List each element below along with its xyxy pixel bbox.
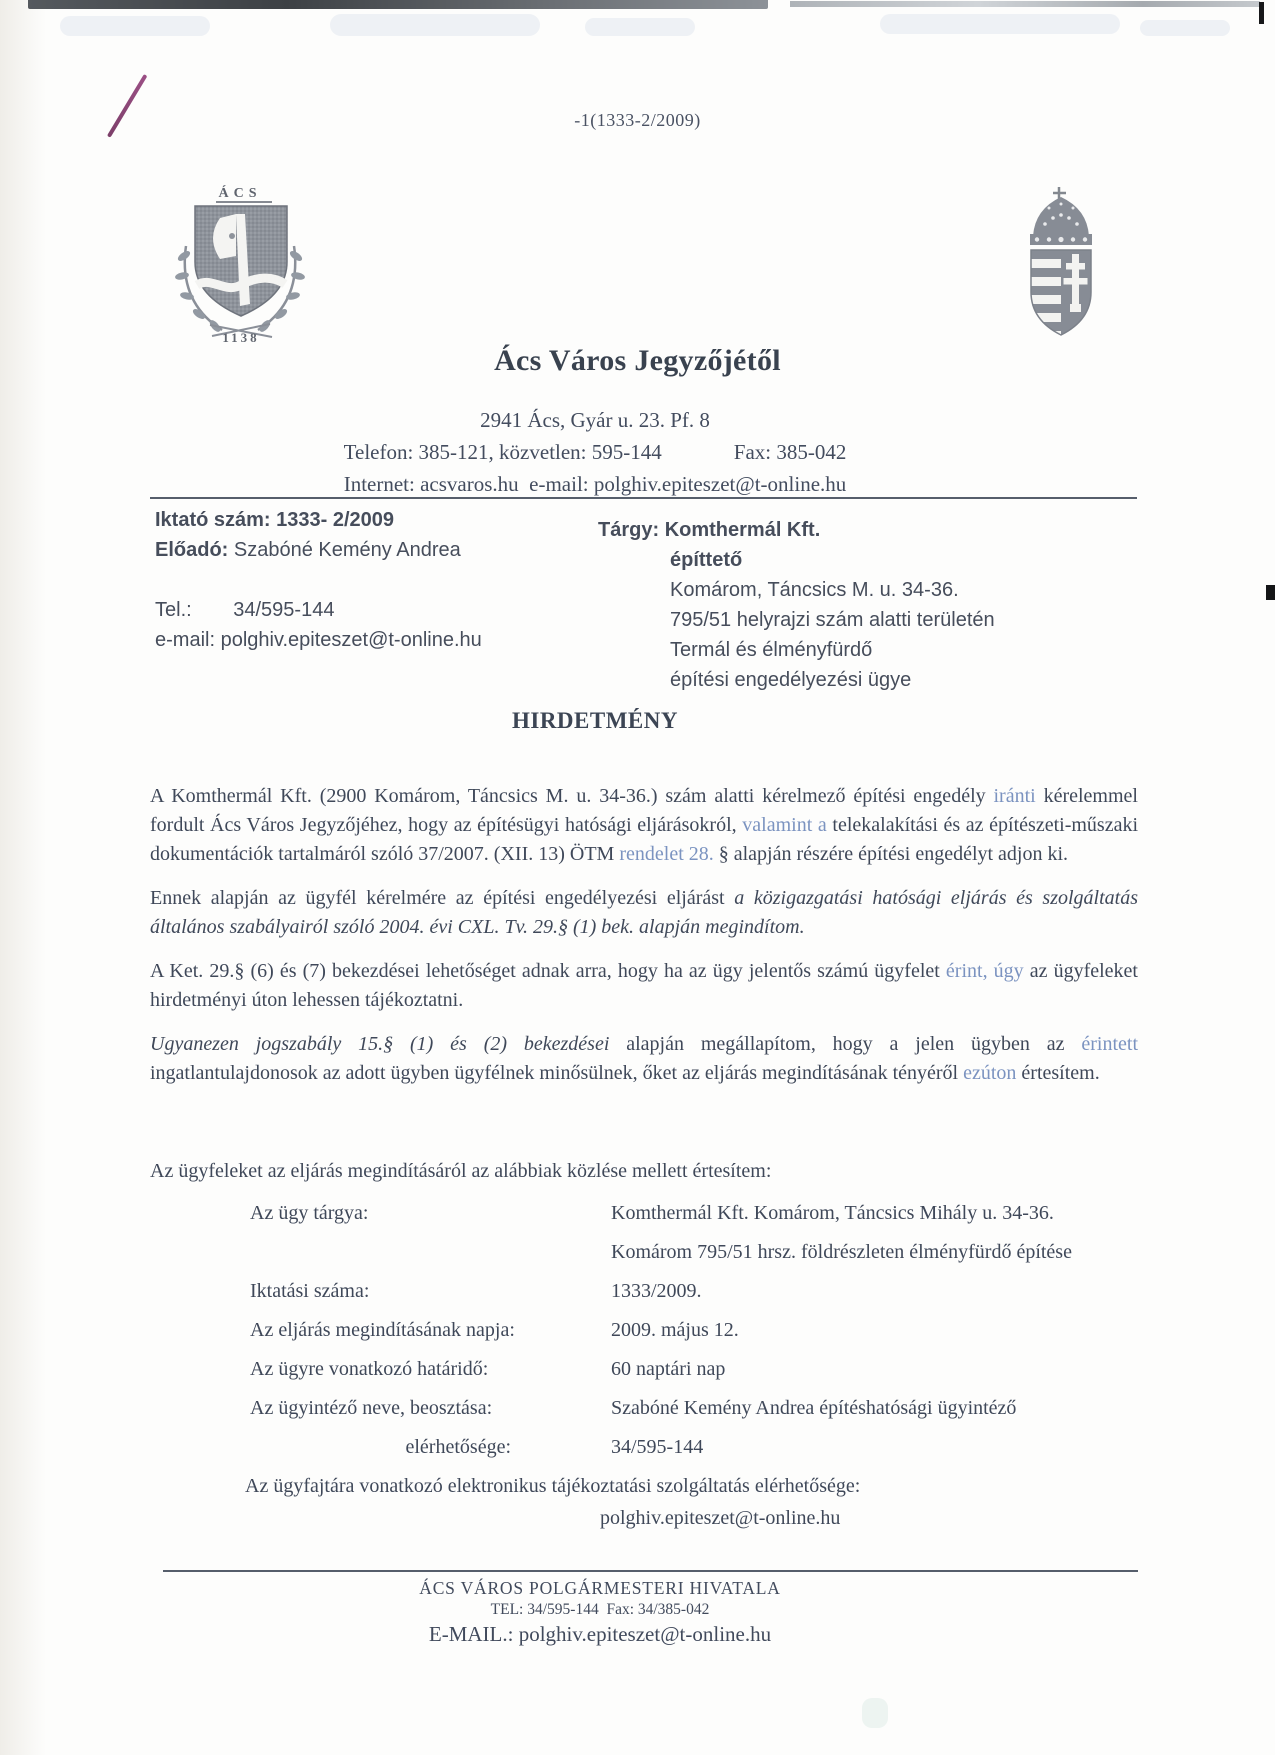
paragraph-segment: érintett (1081, 1033, 1138, 1055)
scan-right-edge-mark (1266, 585, 1275, 600)
scan-smudge (1140, 20, 1230, 36)
eservice-label: Az ügyfajtára vonatkozó elektronikus tájékoztatási szolgáltatás elérhetősége: (245, 1475, 861, 1497)
acs-town-crest (170, 184, 310, 346)
detail-value: 2009. május 12. (611, 1319, 739, 1341)
paragraph-segment: iránti (993, 785, 1036, 807)
paragraph-segment: rendelet 28. (619, 843, 714, 865)
scan-top-edge-artifact-2 (790, 1, 1260, 7)
paragraph-segment: alapján megállapítom, hogy a jelen ügyben az (609, 1033, 1082, 1055)
meta-row (155, 625, 482, 655)
meta-value: 34/595-144 (227, 599, 335, 621)
paragraph-segment: Ugyanezen jogszabály 15.§ (1) és (2) bekezdései (150, 1033, 610, 1055)
detail-value: Szabóné Kemény Andrea építéshatósági ügyintéző (611, 1397, 1017, 1419)
paragraph-segment: az ügyfeleket hirdetményi úton lehessen tájékoztatni. (150, 960, 1138, 1011)
case-subject-block (598, 515, 995, 695)
detail-label: Az ügyre vonatkozó határidő: (250, 1358, 489, 1380)
meta-row (155, 595, 482, 625)
paragraph (150, 957, 1138, 1015)
crest-axe-eye (229, 233, 235, 239)
hungarian-coat-of-arms-icon (1020, 184, 1102, 342)
case-meta-left (155, 505, 482, 655)
eservice-block (0, 1470, 1275, 1534)
detail-value: 1333/2009. (611, 1280, 702, 1302)
paragraph (150, 884, 1138, 942)
scan-top-edge-artifact (28, 0, 768, 9)
phone-fax-line (0, 436, 1190, 468)
paragraph-segment: kérelemmel fordult Ács Város Jegyzőjéhez, hogy az építésügyi hatósági eljárásokról, (150, 785, 1138, 836)
body-paragraphs (150, 782, 1138, 1103)
footer-office-name: ÁCS VÁROS POLGÁRMESTERI HIVATALA (419, 1578, 781, 1598)
paragraph-segment: A Ket. 29.§ (6) és (7) bekezdései lehetőséget adnak arra, hogy ha az ügy jelentős számú ügyfelet (150, 960, 946, 982)
meta-label: Tel.: (155, 599, 192, 621)
subject-label: Tárgy: (598, 519, 665, 541)
internet-email-line: Internet: acsvaros.hu e-mail: polghiv.epiteszet@t-online.hu (343, 472, 847, 496)
meta-value: polghiv.epiteszet@t-online.hu (215, 629, 482, 651)
phone-numbers: Telefon: 385-121, közvetlen: 595-144 (343, 440, 662, 464)
scan-smudge (330, 14, 540, 36)
meta-label: Előadó: (155, 539, 229, 561)
paragraph-segment: ingatlantulajdonosok az adott ügyben ügyfélnek minősülnek, őket az eljárás megindításának tényéről (150, 1062, 964, 1084)
document-reference-number: -1(1333-2/2009) (574, 110, 701, 130)
paragraph-segment: értesítem. (1016, 1062, 1100, 1084)
scan-smudge (862, 1698, 888, 1728)
scan-smudge (880, 14, 1120, 34)
scan-smudge (60, 16, 210, 36)
subject-value: Komthermál Kft. (664, 519, 821, 541)
paragraph-segment: valamint a (742, 814, 827, 836)
subject-line: építési engedélyezési ügye (670, 669, 912, 691)
paragraph-segment: ezúton (963, 1062, 1017, 1084)
case-details-table (250, 1200, 1150, 1460)
address-line: 2941 Ács, Gyár u. 23. Pf. 8 (480, 408, 710, 432)
paragraph-segment: érint, úgy (945, 960, 1024, 982)
footer-block (0, 1578, 1200, 1647)
detail-label: Az ügy tárgya: (250, 1202, 369, 1224)
footer-email: E-MAIL.: polghiv.epiteszet@t-online.hu (428, 1622, 772, 1646)
meta-label: e-mail: (155, 629, 216, 651)
meta-value: 1333- 2/2009 (270, 509, 395, 531)
detail-label: Az eljárás megindításának napja: (250, 1319, 515, 1341)
paragraph (150, 1030, 1138, 1088)
meta-row (155, 535, 482, 565)
fax-number: Fax: 385-042 (733, 440, 847, 464)
subject-line: Komárom, Táncsics M. u. 34-36. (670, 579, 959, 601)
meta-row (155, 505, 482, 535)
footer-divider (163, 1570, 1138, 1572)
page-title: Ács Város Jegyzőjétől (494, 344, 781, 377)
subject-line: Termál és élményfürdő (670, 639, 873, 661)
detail-value: 60 naptári nap (611, 1358, 726, 1380)
paragraph-segment: Ennek alapján az ügyfél kérelmére az építési engedélyezési eljárást (150, 887, 735, 909)
detail-label (250, 1239, 611, 1265)
letterhead-address-block (0, 404, 1190, 500)
paragraph (150, 782, 1138, 869)
detail-value: Komthermál Kft. Komárom, Táncsics Mihály u. 34-36. (611, 1202, 1054, 1224)
paragraph-segment: § alapján részére építési engedélyt adjon ki. (713, 843, 1069, 865)
scan-corner-mark (1259, 2, 1264, 24)
crest-town-name: ÁCS (218, 186, 262, 201)
subject-line: építtető (670, 549, 743, 571)
detail-label: Iktatási száma: (250, 1280, 370, 1302)
scan-smudge (585, 18, 695, 36)
detail-label: Az ügyintéző neve, beosztása: (250, 1397, 493, 1419)
notice-title: HIRDETMÉNY (511, 708, 678, 733)
meta-label: Iktató szám: (155, 509, 271, 531)
meta-value: Szabóné Kemény Andrea (228, 539, 461, 561)
notify-intro: Az ügyfeleket az eljárás megindításáról az alábbiak közlése mellett értesítem: (150, 1160, 772, 1182)
crest-year: 1138 (222, 330, 260, 345)
paragraph-segment: A Komthermál Kft. (2900 Komárom, Táncsics M. u. 34-36.) szám alatti kérelmező építési engedély (150, 785, 994, 807)
paragraph-segment: a közigazgatási hatósági eljárás és szolgáltatás általános szabályairól szóló 2004. évi CXL. Tv. 29.§ (1) bek. alapján megindítom. (150, 887, 1138, 938)
paragraph-segment: telekalakítási és az építészeti-műszaki dokumentációk tartalmáról szóló 37/2007. (XII. 13) ÖTM (150, 814, 1139, 865)
meta-spacer (155, 565, 482, 595)
subject-line: 795/51 helyrajzi szám alatti területén (670, 609, 995, 631)
eservice-email: polghiv.epiteszet@t-online.hu (600, 1507, 841, 1529)
header-divider (150, 497, 1137, 499)
detail-label: elérhetősége: (405, 1436, 511, 1458)
detail-value: 34/595-144 (611, 1436, 704, 1458)
footer-tel-fax: TEL: 34/595-144 Fax: 34/385-042 (490, 1601, 710, 1618)
subject-line (598, 515, 995, 545)
detail-value: Komárom 795/51 hrsz. földrészleten élményfürdő építése (611, 1241, 1072, 1263)
